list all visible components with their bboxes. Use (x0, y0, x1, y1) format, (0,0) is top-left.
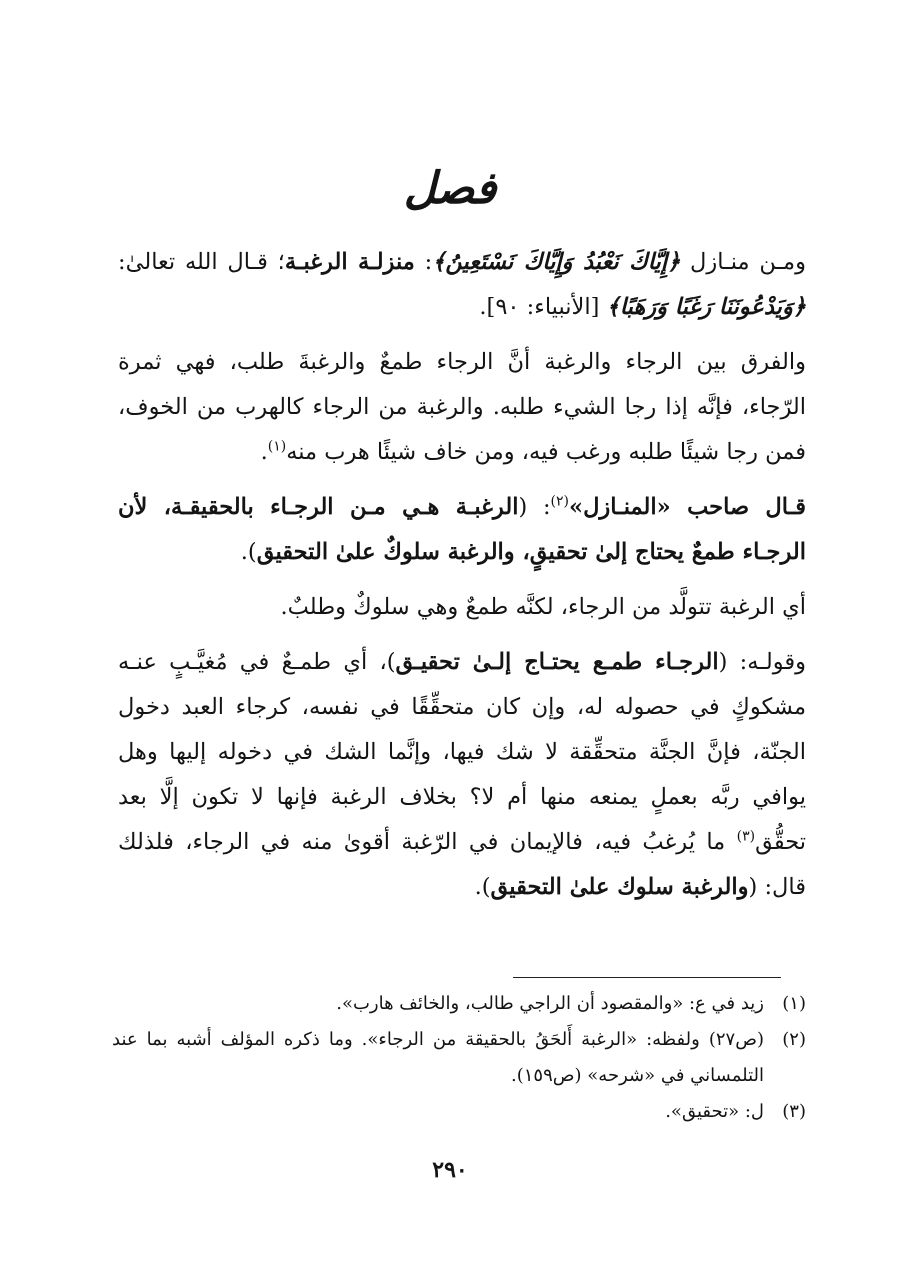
footnote-text: ل: «تحقيق». (665, 1101, 764, 1122)
paragraph-1 (118, 240, 806, 330)
footnote-ref-1: (١) (267, 438, 287, 455)
footnote-2 (112, 1022, 806, 1094)
page-number: ٢٩٠ (432, 1157, 468, 1183)
p3-bold-quote: الرغبـة هـي مـن الرجـاء بالحقيقـة، لأن الرجـاء طمعٌ يحتاج إلىٰ تحقيقٍ، والرغبة سلوكٌ علىٰ التحقيق (118, 494, 806, 565)
paragraph-2 (118, 340, 806, 475)
footnote-ref-3: (٣) (736, 828, 756, 845)
p1-text-e: ؛ قـال الله تعالىٰ: (118, 249, 285, 275)
footnote-text: (ص٢٧) ولفظه: «الرغبة أَلحَقُ بالحقيقة من الرجاء». وما ذكره المؤلف أشبه بما عند التلمساني في «شرحه» (ص١٥٩). (112, 1029, 764, 1086)
p5-text-d: ما يُرغبُ فيه، فالإيمان في الرّغبة أقوىٰ منه في الرجاء، فلذلك قال: ( (118, 829, 806, 900)
footnote-text: زيد في ع: «والمقصود أن الراجي طالب، والخائف هارب». (336, 993, 764, 1014)
p2-text-b: . (260, 439, 268, 465)
p1-citation: [الأنبياء: ٩٠]. (479, 294, 607, 320)
footnotes (112, 986, 806, 1130)
quran-verse-fatiha: ﴿إِيَّاكَ نَعْبُدُ وَإِيَّاكَ نَسْتَعِينُ﴾ (432, 249, 681, 275)
paragraph-5 (118, 640, 806, 910)
footnote-number: (٢) (782, 1029, 806, 1050)
p2-text-a: والفرق بين الرجاء والرغبة أنَّ الرجاء طمعٌ والرغبةَ طلب، فهي ثمرة الرّجاء، فإنَّه إذا رجا الشيء طلبه. والرغبة من الرجاء كالهرب من الخوف، فمن رجا شيئًا طلبه ورغب فيه، ومن خاف شيئًا هرب منه (118, 349, 806, 465)
footnote-number: (١) (782, 993, 806, 1014)
section-heading: فصل (403, 163, 497, 214)
p5-text-c: )، أي طمـعٌ في مُغيَّـبٍ عنـه مشكوكٍ في حصوله له، وإن كان متحقِّقًا في نفسه، كرجاء العبد دخول الجنّة، فإنَّ الجنَّة متحقِّقة لا شك فيها، وإنَّما الشك في دخوله إليها وهل يوافي ربَّه بعملٍ يمنعه منها أم لا؟ بخلاف الرغبة فإنها لا تكون إلَّا بعد تحقُّق (118, 649, 806, 855)
p5-text-a: وقولـه: ( (718, 649, 807, 675)
footnote-1 (112, 986, 806, 1022)
p3-text-b: : ( (518, 494, 551, 520)
paragraph-4: أي الرغبة تتولَّد من الرجاء، لكنَّه طمعٌ وهي سلوكٌ وطلبٌ. (280, 594, 806, 620)
footnote-divider (513, 977, 781, 978)
quran-verse-anbiya: ﴿وَيَدْعُونَنَا رَغَبًا وَرَهَبًا﴾ (606, 294, 806, 320)
p5-text-f: ). (474, 874, 491, 900)
p1-text-c: : (414, 249, 433, 275)
p5-bold-quote-1: الرجـاء طمـع يحتـاج إلـىٰ تحقيـق (395, 649, 719, 675)
body-text (118, 240, 806, 920)
paragraph-3 (118, 485, 806, 575)
p3-author-label: قـال صاحب «المنـازل» (569, 494, 806, 520)
p5-bold-quote-2: والرغبة سلوك علىٰ التحقيق (490, 874, 749, 900)
footnote-3 (112, 1094, 806, 1130)
p3-text-d: ). (240, 539, 257, 565)
p1-bold-topic: منزلـة الرغبـة (284, 249, 415, 275)
p1-text-a: ومـن منـازل (680, 249, 806, 275)
footnote-ref-2: (٢) (550, 493, 569, 510)
footnote-number: (٣) (782, 1101, 806, 1122)
